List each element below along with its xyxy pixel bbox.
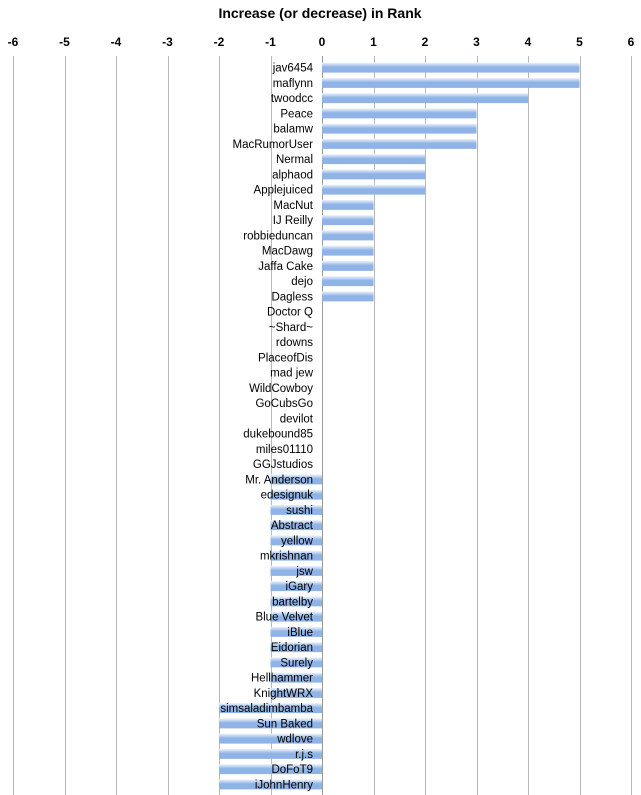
category-label: Dagless [271,291,313,304]
bar [322,215,374,225]
bar [322,230,374,240]
category-label: KnightWRX [253,687,313,700]
bar [322,291,374,301]
x-tick-label: -4 [110,35,122,49]
category-label: MacRumorUser [232,138,313,151]
category-label: Applejuiced [253,184,313,197]
category-label: rdowns [275,337,313,350]
category-label: Blue Velvet [255,611,313,624]
category-label: ~Shard~ [268,321,313,334]
bar [322,261,374,271]
x-tick-label: 0 [318,35,326,49]
x-tick-label: 6 [627,35,635,49]
category-label: GoCubsGo [255,398,313,411]
bar [322,63,580,73]
category-labels [220,63,313,792]
x-tick-label: -3 [162,35,173,49]
bar [322,78,580,88]
gridlines [14,56,632,795]
category-label: dejo [291,276,313,289]
bar [322,185,425,195]
bar [322,200,374,210]
category-label: MacNut [273,199,313,212]
category-label: jav6454 [272,62,313,75]
category-label: Abstract [270,520,313,533]
category-label: Eidorian [270,642,313,655]
category-label: alphaod [272,169,313,182]
bar [322,246,374,256]
bar [322,139,477,149]
x-tick-label: -2 [213,35,225,49]
category-label: twoodcc [270,93,313,106]
category-label: r.j.s [295,748,313,761]
bar [322,108,477,118]
x-tick-label: 1 [370,35,377,49]
category-label: GGJstudios [252,459,313,472]
bar [322,124,477,134]
category-label: iBlue [287,626,313,639]
category-label: Mr. Anderson [245,474,313,487]
category-label: yellow [281,535,313,548]
category-label: iGary [285,581,313,594]
category-label: iJohnHenry [254,779,313,792]
category-label: devilot [279,413,313,426]
category-label: IJ Reilly [272,215,313,228]
category-label: sushi [286,504,313,517]
category-label: Nermal [275,154,313,167]
category-label: DoFoT9 [271,764,313,777]
category-label: miles01110 [255,443,313,456]
category-label: Hellhammer [251,672,313,685]
category-label: bartelby [272,596,313,609]
category-label: Sun Baked [256,718,313,731]
x-axis-ticks [8,35,635,49]
category-label: PlaceofDis [258,352,313,365]
category-label: maflynn [272,77,313,90]
category-label: Surely [280,657,313,670]
x-tick-label: 3 [473,35,480,49]
chart-title: Increase (or decrease) in Rank [218,5,422,21]
x-tick-label: -1 [265,35,276,49]
x-tick-label: -6 [7,35,19,49]
category-label: Peace [280,108,313,121]
category-label: balamw [273,123,313,136]
x-tick-label: 4 [524,35,532,49]
category-label: Jaffa Cake [258,260,313,273]
category-label: simsaladimbamba [220,703,313,716]
bar [322,154,425,164]
category-label: jsw [296,565,313,578]
category-label: robbieduncan [243,230,313,243]
category-label: Doctor Q [266,306,313,319]
category-label: mad jew [270,367,313,380]
bar [322,93,528,103]
category-label: dukebound85 [243,428,313,441]
category-label: edesignuk [260,489,313,502]
x-tick-label: 5 [576,35,583,49]
category-label: mkrishnan [259,550,313,563]
category-label: MacDawg [261,245,313,258]
x-tick-label: -5 [59,35,70,49]
x-tick-label: 2 [421,35,429,49]
category-label: wdlove [277,733,313,746]
category-label: WildCowboy [249,382,313,395]
bar [322,276,374,286]
bar [322,169,425,179]
